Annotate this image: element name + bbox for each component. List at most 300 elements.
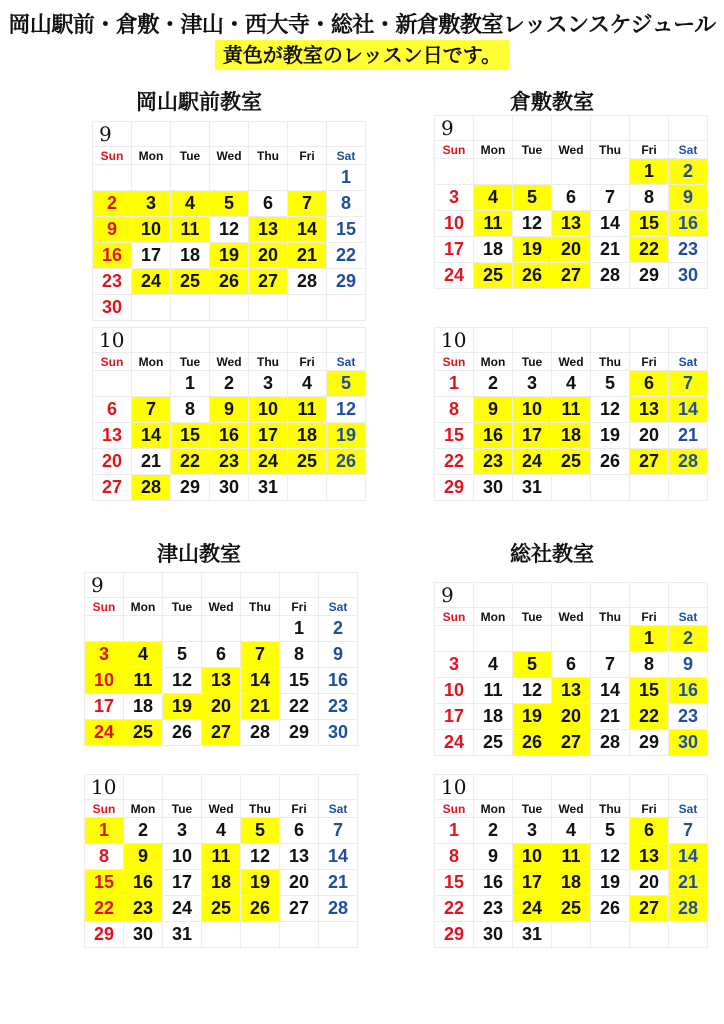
day-cell: 10 [513, 844, 552, 870]
day-cell: 4 [474, 185, 513, 211]
empty-cell [474, 583, 513, 608]
empty-cell [210, 295, 249, 321]
day-cell: 2 [319, 616, 358, 642]
empty-cell [327, 475, 366, 501]
empty-cell [124, 573, 163, 598]
empty-cell [630, 583, 669, 608]
empty-cell [288, 295, 327, 321]
day-cell: 29 [327, 269, 366, 295]
day-cell: 2 [669, 626, 708, 652]
day-cell: 10 [132, 217, 171, 243]
day-cell: 5 [513, 652, 552, 678]
weekday-header: Sat [319, 598, 358, 616]
day-cell: 11 [202, 844, 241, 870]
weekday-header: Wed [210, 353, 249, 371]
day-cell: 12 [163, 668, 202, 694]
day-cell: 25 [288, 449, 327, 475]
day-cell: 29 [630, 263, 669, 289]
weekday-header: Thu [591, 800, 630, 818]
empty-cell [171, 328, 210, 353]
weekday-header: Sat [669, 353, 708, 371]
day-cell: 12 [210, 217, 249, 243]
classroom-heading-tsuyama: 津山教室 [157, 541, 241, 566]
day-cell: 8 [85, 844, 124, 870]
day-cell: 7 [591, 185, 630, 211]
day-cell: 28 [669, 449, 708, 475]
day-cell: 18 [171, 243, 210, 269]
day-cell: 30 [474, 922, 513, 948]
day-cell: 17 [132, 243, 171, 269]
empty-cell [435, 159, 474, 185]
day-cell: 19 [241, 870, 280, 896]
empty-cell [552, 116, 591, 141]
day-cell: 26 [513, 263, 552, 289]
day-cell: 13 [630, 844, 669, 870]
empty-cell [552, 626, 591, 652]
empty-cell [591, 626, 630, 652]
empty-cell [93, 165, 132, 191]
empty-cell [210, 122, 249, 147]
weekday-header: Thu [241, 800, 280, 818]
day-cell: 6 [280, 818, 319, 844]
day-cell: 10 [249, 397, 288, 423]
empty-cell [630, 922, 669, 948]
day-cell: 18 [474, 237, 513, 263]
day-cell: 1 [85, 818, 124, 844]
day-cell: 4 [288, 371, 327, 397]
day-cell: 11 [288, 397, 327, 423]
day-cell: 17 [249, 423, 288, 449]
empty-cell [210, 328, 249, 353]
empty-cell [210, 165, 249, 191]
day-cell: 21 [132, 449, 171, 475]
day-cell: 5 [591, 818, 630, 844]
day-cell: 21 [591, 237, 630, 263]
month-label: 9 [435, 583, 474, 608]
empty-cell [552, 159, 591, 185]
weekday-header: Mon [124, 800, 163, 818]
classroom-heading-kurashiki: 倉敷教室 [510, 89, 594, 114]
weekday-header: Tue [171, 147, 210, 165]
day-cell: 7 [241, 642, 280, 668]
day-cell: 3 [85, 642, 124, 668]
weekday-header: Wed [202, 800, 241, 818]
weekday-header: Wed [210, 147, 249, 165]
month-label: 10 [85, 775, 124, 800]
day-cell: 30 [319, 720, 358, 746]
empty-cell [241, 922, 280, 948]
day-cell: 10 [513, 397, 552, 423]
month-label: 9 [85, 573, 124, 598]
empty-cell [132, 165, 171, 191]
day-cell: 14 [669, 844, 708, 870]
page-subtitle: 黄色が教室のレッスン日です。 [215, 40, 509, 70]
weekday-header: Sun [435, 353, 474, 371]
weekday-header: Fri [288, 353, 327, 371]
day-cell: 27 [630, 896, 669, 922]
day-cell: 16 [210, 423, 249, 449]
weekday-header: Tue [513, 141, 552, 159]
day-cell: 9 [474, 844, 513, 870]
day-cell: 8 [435, 397, 474, 423]
day-cell: 1 [280, 616, 319, 642]
empty-cell [552, 775, 591, 800]
day-cell: 29 [630, 730, 669, 756]
day-cell: 9 [474, 397, 513, 423]
day-cell: 13 [552, 211, 591, 237]
empty-cell [249, 122, 288, 147]
day-cell: 19 [513, 237, 552, 263]
day-cell: 12 [591, 397, 630, 423]
empty-cell [163, 573, 202, 598]
day-cell: 7 [319, 818, 358, 844]
classroom-heading-soja: 総社教室 [510, 541, 594, 566]
day-cell: 1 [171, 371, 210, 397]
day-cell: 3 [132, 191, 171, 217]
day-cell: 20 [280, 870, 319, 896]
weekday-header: Fri [630, 800, 669, 818]
weekday-header: Tue [171, 353, 210, 371]
day-cell: 22 [435, 896, 474, 922]
empty-cell [319, 573, 358, 598]
empty-cell [474, 775, 513, 800]
day-cell: 19 [163, 694, 202, 720]
empty-cell [591, 583, 630, 608]
empty-cell [132, 295, 171, 321]
weekday-header: Wed [552, 141, 591, 159]
day-cell: 25 [474, 730, 513, 756]
day-cell: 7 [132, 397, 171, 423]
day-cell: 27 [249, 269, 288, 295]
day-cell: 16 [319, 668, 358, 694]
day-cell: 11 [552, 397, 591, 423]
empty-cell [327, 328, 366, 353]
day-cell: 12 [241, 844, 280, 870]
day-cell: 14 [288, 217, 327, 243]
day-cell: 21 [591, 704, 630, 730]
day-cell: 19 [591, 423, 630, 449]
day-cell: 15 [327, 217, 366, 243]
day-cell: 22 [171, 449, 210, 475]
empty-cell [163, 775, 202, 800]
calendar-kurashiki-month2 [434, 327, 708, 501]
empty-cell [552, 475, 591, 501]
day-cell: 17 [435, 704, 474, 730]
day-cell: 13 [93, 423, 132, 449]
day-cell: 28 [288, 269, 327, 295]
day-cell: 22 [435, 449, 474, 475]
empty-cell [669, 475, 708, 501]
day-cell: 16 [474, 870, 513, 896]
weekday-header: Thu [591, 141, 630, 159]
month-label: 10 [435, 328, 474, 353]
empty-cell [474, 159, 513, 185]
month-label: 9 [435, 116, 474, 141]
day-cell: 31 [513, 475, 552, 501]
weekday-header: Mon [474, 608, 513, 626]
day-cell: 4 [552, 371, 591, 397]
empty-cell [202, 922, 241, 948]
day-cell: 21 [319, 870, 358, 896]
day-cell: 1 [630, 159, 669, 185]
day-cell: 1 [327, 165, 366, 191]
weekday-header: Sat [669, 141, 708, 159]
day-cell: 23 [474, 896, 513, 922]
day-cell: 14 [319, 844, 358, 870]
weekday-header: Sun [85, 800, 124, 818]
day-cell: 29 [280, 720, 319, 746]
day-cell: 22 [327, 243, 366, 269]
weekday-header: Mon [474, 353, 513, 371]
day-cell: 28 [132, 475, 171, 501]
day-cell: 23 [124, 896, 163, 922]
day-cell: 11 [474, 678, 513, 704]
empty-cell [288, 165, 327, 191]
day-cell: 2 [124, 818, 163, 844]
empty-cell [474, 328, 513, 353]
day-cell: 18 [474, 704, 513, 730]
empty-cell [171, 165, 210, 191]
day-cell: 15 [171, 423, 210, 449]
empty-cell [202, 775, 241, 800]
empty-cell [591, 116, 630, 141]
day-cell: 9 [319, 642, 358, 668]
empty-cell [591, 159, 630, 185]
weekday-header: Fri [280, 800, 319, 818]
day-cell: 16 [93, 243, 132, 269]
day-cell: 3 [435, 185, 474, 211]
day-cell: 27 [202, 720, 241, 746]
day-cell: 28 [669, 896, 708, 922]
day-cell: 24 [435, 730, 474, 756]
day-cell: 25 [171, 269, 210, 295]
empty-cell [669, 116, 708, 141]
day-cell: 23 [669, 237, 708, 263]
empty-cell [288, 328, 327, 353]
weekday-header: Sun [93, 353, 132, 371]
classroom-heading-okayama: 岡山駅前教室 [136, 89, 262, 114]
empty-cell [630, 116, 669, 141]
day-cell: 25 [552, 896, 591, 922]
day-cell: 7 [669, 818, 708, 844]
day-cell: 11 [552, 844, 591, 870]
empty-cell [132, 328, 171, 353]
weekday-header: Sat [319, 800, 358, 818]
day-cell: 26 [591, 896, 630, 922]
day-cell: 16 [669, 211, 708, 237]
empty-cell [171, 295, 210, 321]
day-cell: 26 [163, 720, 202, 746]
day-cell: 24 [513, 896, 552, 922]
weekday-header: Tue [513, 608, 552, 626]
weekday-header: Wed [552, 608, 591, 626]
day-cell: 26 [327, 449, 366, 475]
day-cell: 24 [132, 269, 171, 295]
empty-cell [552, 922, 591, 948]
calendar-soja-month2 [434, 774, 708, 948]
day-cell: 25 [552, 449, 591, 475]
empty-cell [280, 775, 319, 800]
empty-cell [591, 922, 630, 948]
day-cell: 10 [435, 678, 474, 704]
empty-cell [241, 616, 280, 642]
day-cell: 12 [591, 844, 630, 870]
day-cell: 6 [552, 185, 591, 211]
weekday-header: Wed [552, 353, 591, 371]
day-cell: 5 [327, 371, 366, 397]
weekday-header: Wed [552, 800, 591, 818]
day-cell: 21 [669, 423, 708, 449]
day-cell: 12 [513, 678, 552, 704]
empty-cell [591, 328, 630, 353]
calendar-kurashiki-month1 [434, 115, 708, 289]
day-cell: 19 [591, 870, 630, 896]
day-cell: 8 [280, 642, 319, 668]
day-cell: 20 [93, 449, 132, 475]
month-label: 10 [435, 775, 474, 800]
day-cell: 30 [210, 475, 249, 501]
day-cell: 11 [474, 211, 513, 237]
day-cell: 22 [280, 694, 319, 720]
day-cell: 17 [513, 423, 552, 449]
empty-cell [669, 922, 708, 948]
empty-cell [474, 116, 513, 141]
day-cell: 20 [630, 423, 669, 449]
day-cell: 3 [163, 818, 202, 844]
day-cell: 17 [163, 870, 202, 896]
weekday-header: Sun [85, 598, 124, 616]
day-cell: 30 [669, 263, 708, 289]
day-cell: 29 [171, 475, 210, 501]
month-label: 10 [93, 328, 132, 353]
weekday-header: Sun [435, 141, 474, 159]
day-cell: 10 [435, 211, 474, 237]
empty-cell [249, 328, 288, 353]
day-cell: 23 [474, 449, 513, 475]
empty-cell [669, 775, 708, 800]
day-cell: 5 [241, 818, 280, 844]
day-cell: 4 [202, 818, 241, 844]
day-cell: 30 [124, 922, 163, 948]
weekday-header: Thu [249, 353, 288, 371]
calendar-soja-month1 [434, 582, 708, 756]
day-cell: 1 [630, 626, 669, 652]
day-cell: 8 [435, 844, 474, 870]
weekday-header: Wed [202, 598, 241, 616]
day-cell: 10 [163, 844, 202, 870]
day-cell: 15 [85, 870, 124, 896]
day-cell: 26 [591, 449, 630, 475]
day-cell: 4 [124, 642, 163, 668]
day-cell: 31 [513, 922, 552, 948]
day-cell: 2 [669, 159, 708, 185]
page-title: 岡山駅前・倉敷・津山・西大寺・総社・新倉敷教室レッスンスケジュール [8, 12, 716, 38]
empty-cell [163, 616, 202, 642]
day-cell: 9 [210, 397, 249, 423]
day-cell: 10 [85, 668, 124, 694]
weekday-header: Sat [327, 353, 366, 371]
day-cell: 6 [202, 642, 241, 668]
day-cell: 27 [552, 730, 591, 756]
day-cell: 6 [552, 652, 591, 678]
day-cell: 8 [171, 397, 210, 423]
empty-cell [513, 159, 552, 185]
day-cell: 24 [85, 720, 124, 746]
empty-cell [327, 122, 366, 147]
weekday-header: Sat [669, 800, 708, 818]
day-cell: 5 [210, 191, 249, 217]
day-cell: 15 [630, 678, 669, 704]
day-cell: 4 [171, 191, 210, 217]
day-cell: 9 [669, 652, 708, 678]
day-cell: 15 [630, 211, 669, 237]
day-cell: 5 [591, 371, 630, 397]
day-cell: 11 [124, 668, 163, 694]
weekday-header: Fri [630, 141, 669, 159]
day-cell: 29 [435, 475, 474, 501]
day-cell: 13 [630, 397, 669, 423]
day-cell: 8 [327, 191, 366, 217]
day-cell: 23 [93, 269, 132, 295]
empty-cell [280, 573, 319, 598]
day-cell: 28 [319, 896, 358, 922]
day-cell: 23 [669, 704, 708, 730]
empty-cell [552, 583, 591, 608]
day-cell: 14 [591, 678, 630, 704]
empty-cell [435, 626, 474, 652]
empty-cell [249, 295, 288, 321]
empty-cell [319, 922, 358, 948]
day-cell: 2 [474, 371, 513, 397]
empty-cell [249, 165, 288, 191]
empty-cell [93, 371, 132, 397]
empty-cell [124, 616, 163, 642]
empty-cell [319, 775, 358, 800]
weekday-header: Thu [249, 147, 288, 165]
day-cell: 15 [435, 870, 474, 896]
day-cell: 28 [241, 720, 280, 746]
day-cell: 31 [163, 922, 202, 948]
empty-cell [202, 573, 241, 598]
weekday-header: Tue [163, 800, 202, 818]
empty-cell [241, 775, 280, 800]
day-cell: 14 [241, 668, 280, 694]
empty-cell [591, 775, 630, 800]
day-cell: 24 [163, 896, 202, 922]
weekday-header: Mon [474, 800, 513, 818]
day-cell: 28 [591, 263, 630, 289]
day-cell: 27 [552, 263, 591, 289]
day-cell: 6 [249, 191, 288, 217]
day-cell: 14 [591, 211, 630, 237]
calendar-tsuyama-month1 [84, 572, 358, 746]
day-cell: 22 [85, 896, 124, 922]
day-cell: 17 [85, 694, 124, 720]
weekday-header: Mon [124, 598, 163, 616]
empty-cell [513, 775, 552, 800]
day-cell: 29 [85, 922, 124, 948]
day-cell: 14 [669, 397, 708, 423]
day-cell: 15 [435, 423, 474, 449]
day-cell: 14 [132, 423, 171, 449]
day-cell: 22 [630, 704, 669, 730]
day-cell: 24 [513, 449, 552, 475]
calendar-tsuyama-month2 [84, 774, 358, 948]
day-cell: 7 [591, 652, 630, 678]
day-cell: 17 [435, 237, 474, 263]
empty-cell [591, 475, 630, 501]
empty-cell [669, 328, 708, 353]
